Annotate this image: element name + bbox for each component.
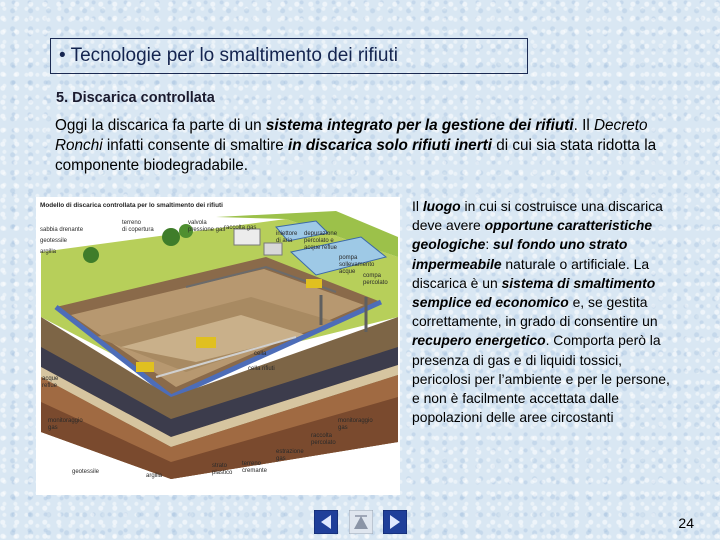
next-slide-button[interactable] — [383, 510, 407, 534]
side-paragraph: Il luogo in cui si costruisce una discarica deve avere opportune caratteristiche geologiche: sul fondo uno strato impermeabile naturale o artificiale. La discarica è un sistema di smaltimento semplice ed economico e, se gestita correttamente, in grado di consentire un recupero energetico. Comporta però la presenza di gas e di liquidi tossici, pericolosi per l’ambiente e per le persone, e non è facilmente accettata dalle popolazioni delle aree circostanti — [412, 198, 670, 426]
svg-text:raccolta gas: raccolta gas — [224, 225, 257, 231]
svg-text:di copertura: di copertura — [122, 227, 154, 233]
svg-text:acque: acque — [42, 376, 59, 382]
svg-text:gas: gas — [276, 456, 286, 462]
svg-text:terreno: terreno — [242, 461, 262, 467]
svg-text:gas: gas — [48, 425, 58, 431]
prev-slide-button[interactable] — [314, 510, 338, 534]
svg-text:plastico: plastico — [212, 470, 233, 476]
svg-text:percolato: percolato — [363, 280, 388, 286]
intro-paragraph: Oggi la discarica fa parte di un sistema integrato per la gestione dei rifiuti. Il Decreto Ronchi infatti consente di smaltire in discarica solo rifiuti inerti di cui sia stata ridotta la componente biodegradabile. — [55, 117, 657, 174]
home-button[interactable] — [349, 510, 373, 534]
slide-title: • Tecnologie per lo smaltimento dei rifiuti — [59, 45, 398, 66]
svg-text:cella rifiuti: cella rifiuti — [248, 366, 275, 372]
svg-text:terreno: terreno — [122, 220, 142, 226]
home-icon — [349, 510, 373, 534]
svg-text:argilla: argilla — [146, 473, 163, 479]
svg-text:cella: cella — [254, 351, 267, 357]
svg-text:strato: strato — [212, 463, 228, 469]
svg-text:raccolta: raccolta — [311, 433, 333, 439]
svg-text:monitoraggio: monitoraggio — [338, 418, 373, 424]
svg-text:cremante: cremante — [242, 468, 268, 474]
svg-text:percolato e: percolato e — [304, 238, 334, 244]
svg-text:di aria: di aria — [276, 238, 293, 244]
arrow-right-icon — [383, 510, 407, 534]
diagram-title: Modello di discarica controllata per lo smaltimento dei rifiuti — [40, 202, 223, 209]
svg-text:pressione gas: pressione gas — [188, 227, 226, 233]
svg-text:percolato: percolato — [311, 440, 336, 446]
svg-text:valvola: valvola — [188, 220, 207, 226]
svg-text:sabbia drenante: sabbia drenante — [40, 227, 84, 233]
svg-text:gas: gas — [338, 425, 348, 431]
arrow-left-icon — [314, 510, 338, 534]
svg-text:estrazione: estrazione — [276, 449, 304, 455]
svg-text:geotessile: geotessile — [72, 469, 100, 475]
svg-text:acque: acque — [339, 269, 356, 275]
svg-text:depurazione: depurazione — [304, 231, 338, 237]
landfill-diagram — [36, 197, 400, 495]
svg-text:monitoraggio: monitoraggio — [48, 418, 83, 424]
svg-text:sollevamento: sollevamento — [339, 262, 375, 268]
page-number: 24 — [678, 515, 694, 531]
svg-text:iniettore: iniettore — [276, 231, 298, 237]
svg-text:reflue: reflue — [42, 383, 58, 389]
svg-text:pompa: pompa — [339, 255, 358, 261]
svg-text:compa: compa — [363, 273, 382, 279]
svg-text:acque reflue: acque reflue — [304, 245, 338, 251]
svg-text:geotessile: geotessile — [40, 238, 68, 244]
svg-text:argilla: argilla — [40, 249, 57, 255]
section-heading: 5. Discarica controllata — [56, 90, 215, 106]
slide-title-box — [50, 38, 528, 74]
